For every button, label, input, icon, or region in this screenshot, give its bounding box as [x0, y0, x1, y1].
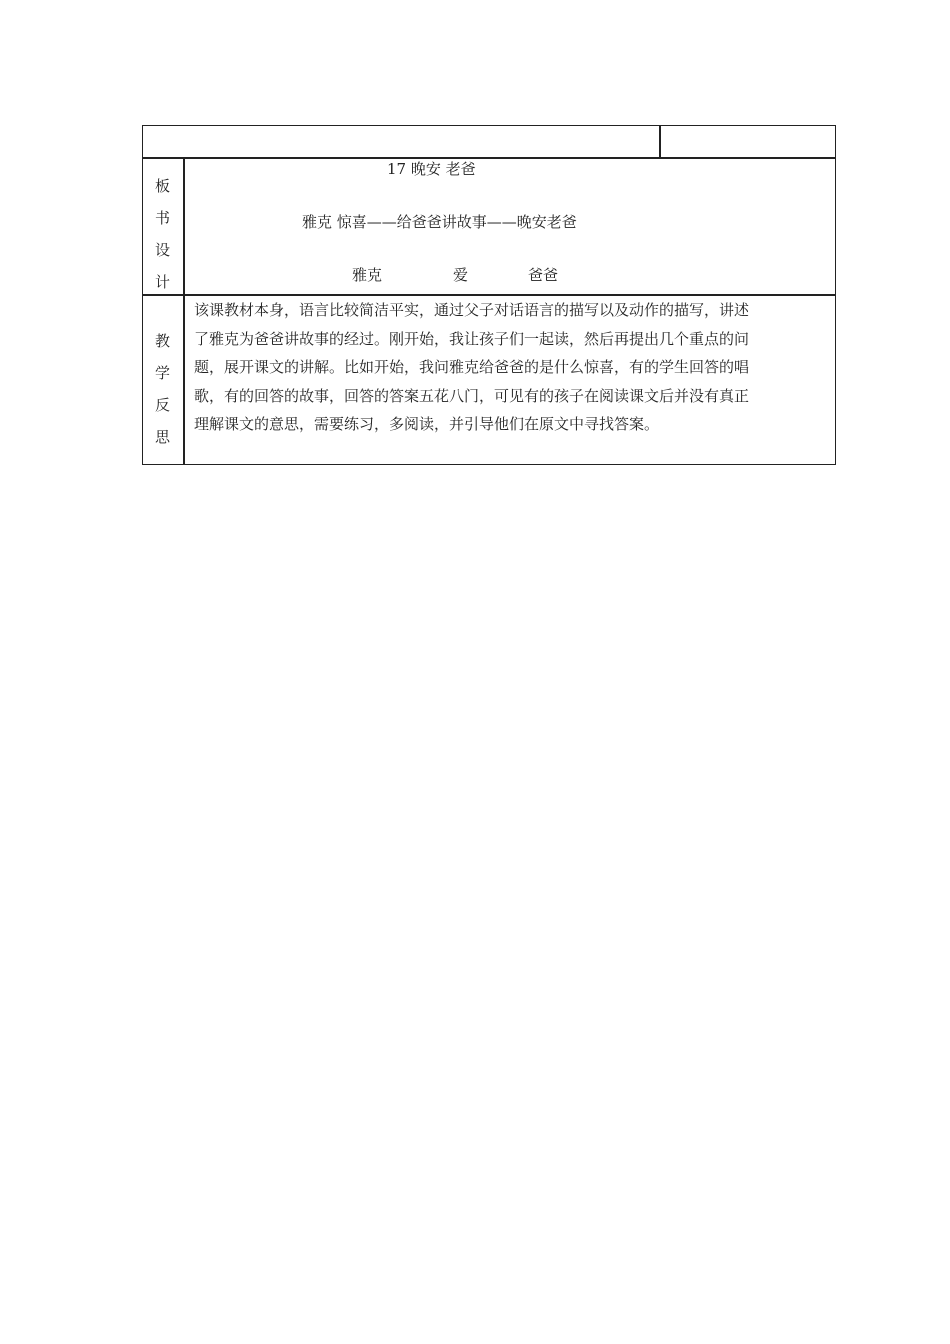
board-design-title: 17 晚安 老爸 [387, 160, 476, 178]
reflection-line: 理解课文的意思，需要练习，多阅读，并引导他们在原文中寻找答案。 [194, 415, 660, 433]
reflection-label-char: 学 [154, 364, 170, 382]
reflection-label-char: 教 [154, 332, 170, 350]
board-design-bottom-middle: 爱 [453, 266, 469, 284]
board-design-label [142, 170, 183, 298]
reflection-line: 该课教材本身，语言比较简洁平实，通过父子对话语言的描写以及动作的描写，讲述 [194, 301, 750, 319]
reflection-text [194, 296, 820, 439]
reflection-line: 了雅克为爸爸讲故事的经过。刚开始，我让孩子们一起读，然后再提出几个重点的问 [194, 329, 750, 348]
board-design-label-char: 计 [154, 273, 170, 291]
board-design-main-line: 雅克 惊喜——给爸爸讲故事——晚安老爸 [302, 213, 577, 231]
board-design-label-char: 设 [154, 241, 170, 259]
reflection-label [142, 325, 183, 453]
board-design-label-char: 书 [154, 209, 170, 227]
reflection-line: 题，展开课文的讲解。比如开始，我问雅克给爸爸的是什么惊喜，有的学生回答的唱 [194, 358, 750, 376]
label-column-divider [183, 157, 185, 465]
board-design-label-char: 板 [154, 177, 170, 195]
reflection-label-char: 反 [154, 396, 170, 414]
reflection-line: 歌，有的回答的故事，回答的答案五花八门，可见有的孩子在阅读课文后并没有真正 [194, 386, 750, 405]
reflection-label-char: 思 [154, 428, 170, 446]
header-cell-divider [659, 125, 661, 158]
board-design-bottom-right: 爸爸 [528, 266, 559, 284]
row-divider-header [142, 157, 836, 159]
board-design-bottom-left: 雅克 [352, 266, 383, 284]
